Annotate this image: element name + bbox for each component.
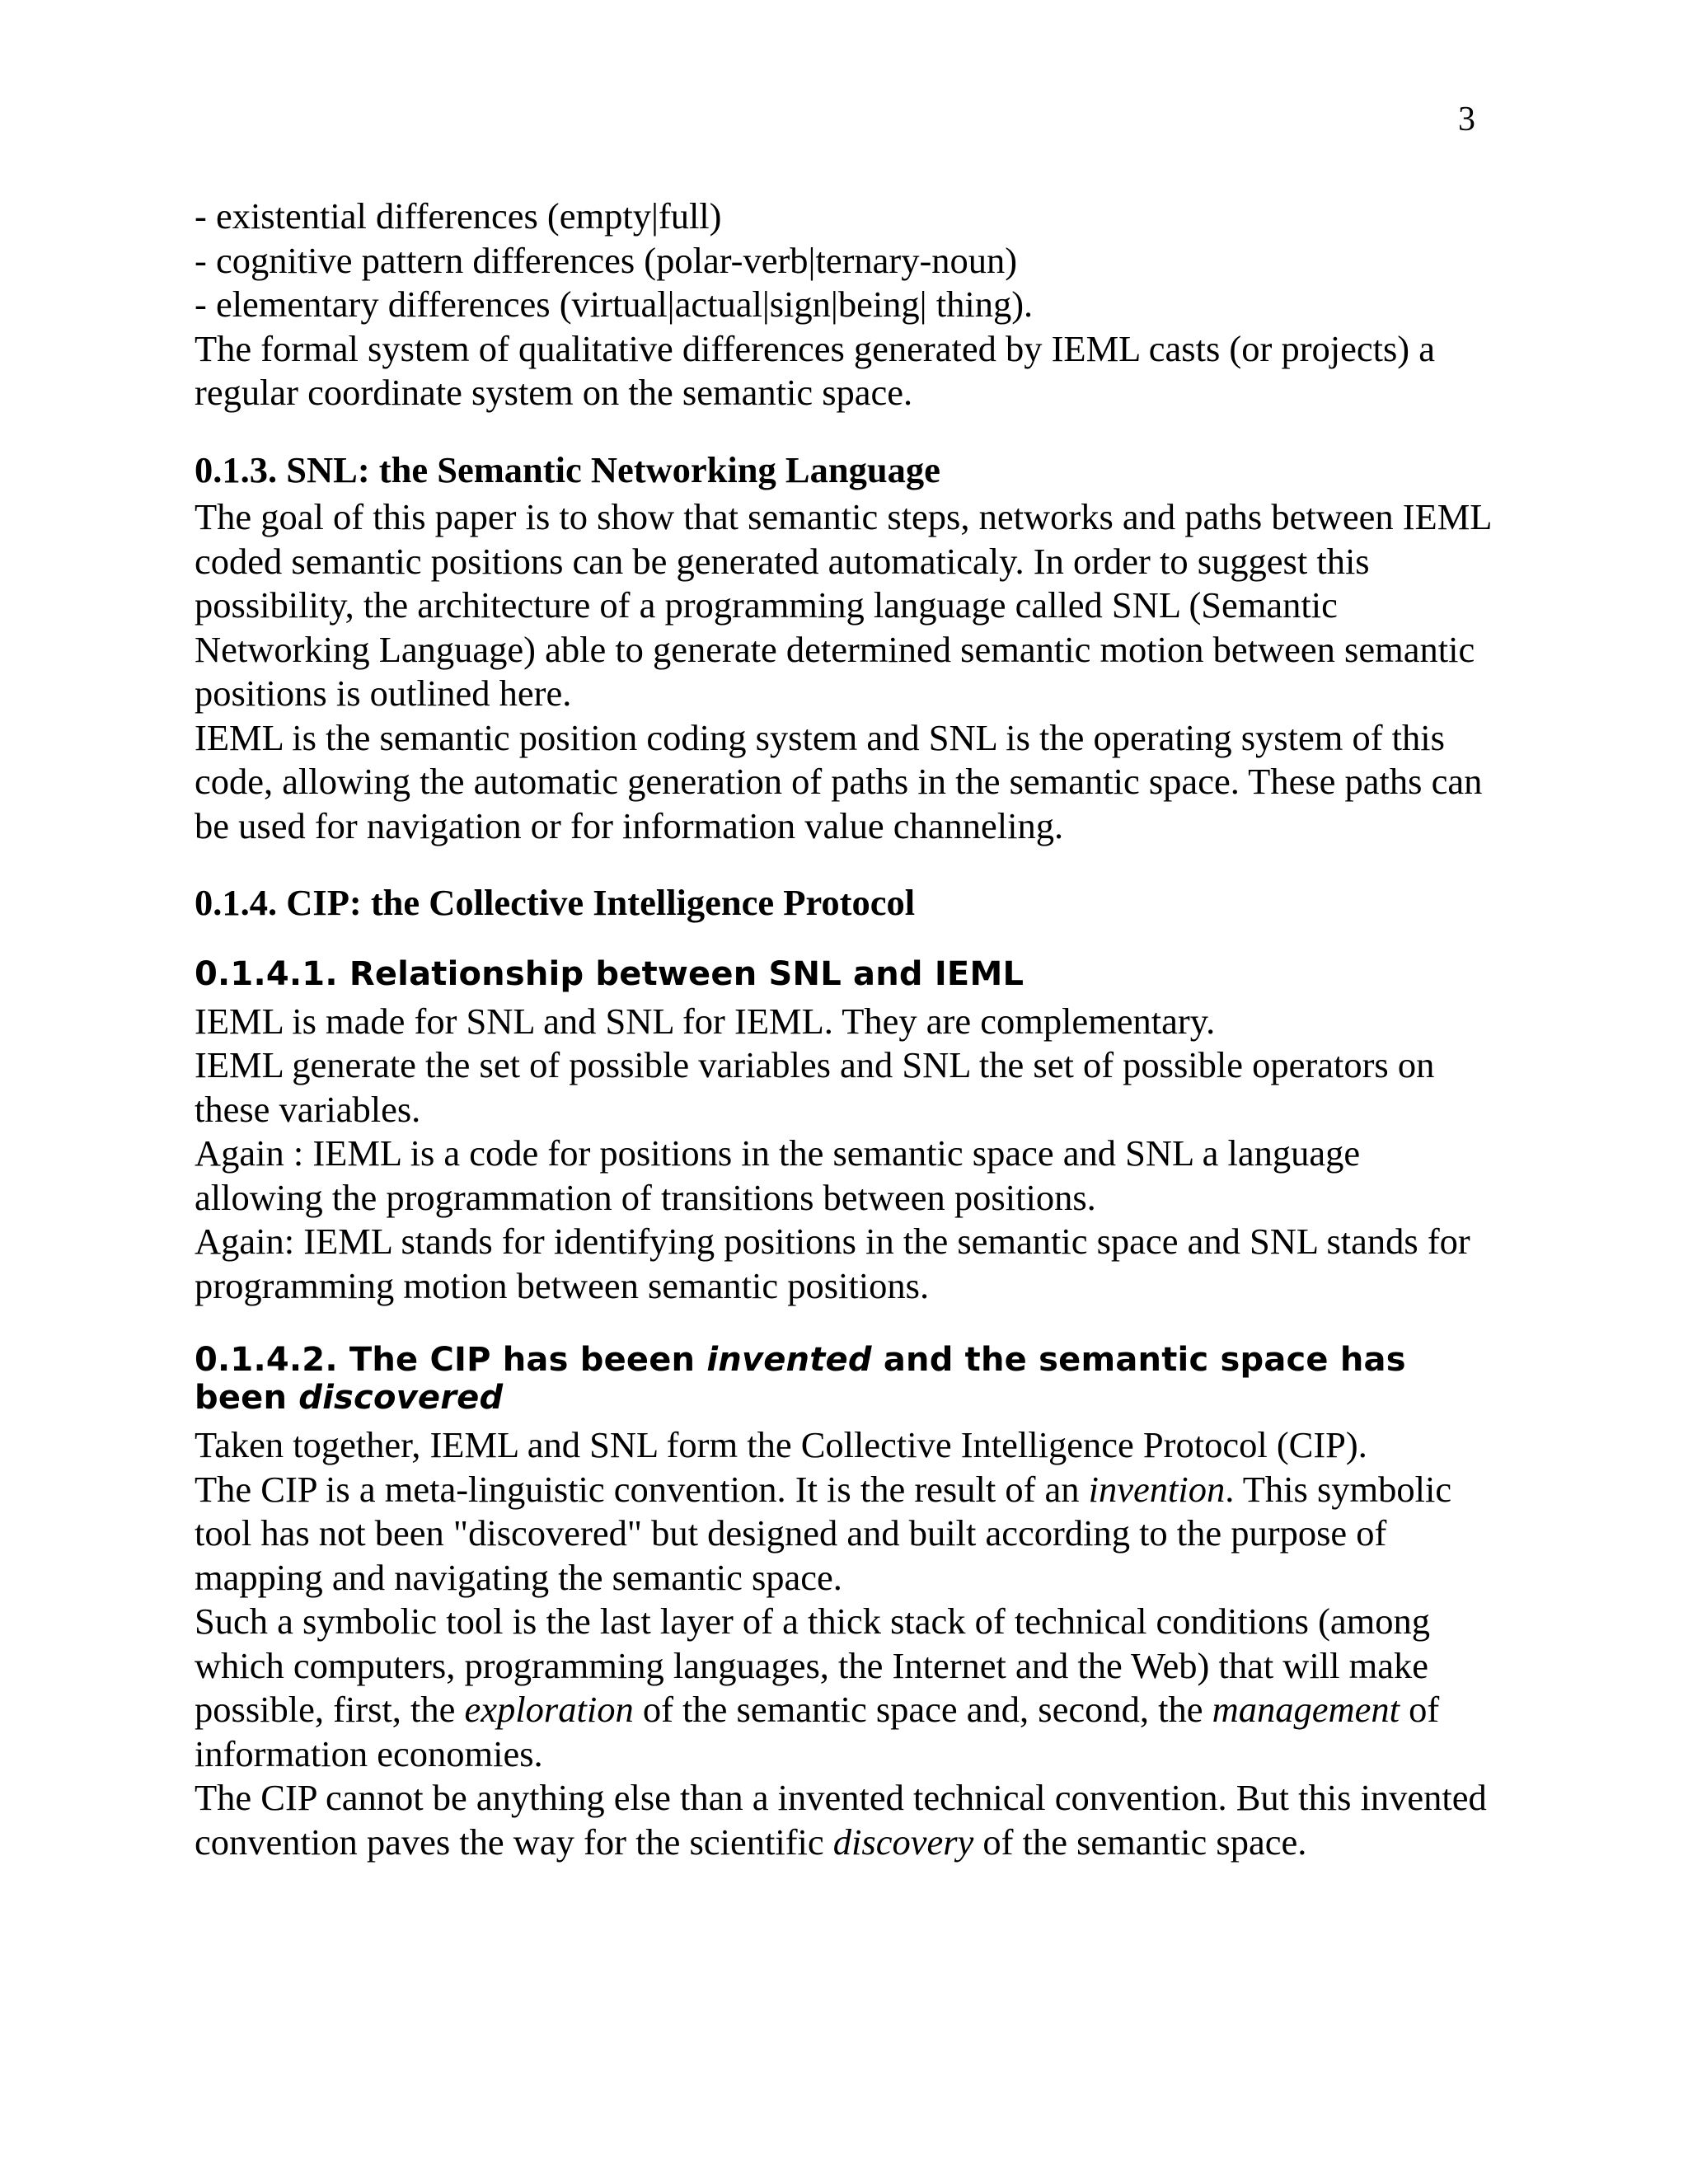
text-emphasis: discovery [832,1821,974,1863]
paragraph: Taken together, IEML and SNL form the Collective Intelligence Protocol (CIP). [195,1424,1367,1465]
text-run: . This symbolic tool has not been "discovered" but designed and built according to the purpose of mapping and navigating the semantic space. [195,1468,1452,1598]
text-run: The CIP cannot be anything else than a invented technical convention. But this invented convention paves the way for the scientific [195,1777,1487,1863]
paragraph [195,1468,1497,1601]
heading-text: 0.1.4.2. The CIP has beeen [195,1341,707,1379]
intro-line: - elementary differences (virtual|actual|sign|being| thing). [195,284,1034,325]
section-invented-body [195,1423,1497,1864]
intro-line: - cognitive pattern differences (polar-verb|ternary-noun) [195,239,1018,281]
heading-emphasis: invented [706,1341,872,1379]
paragraph: Again: IEML stands for identifying positions in the semantic space and SNL stands for programming motion between semantic positions. [195,1221,1470,1306]
heading-emphasis: discovered [298,1379,504,1417]
subsection-heading-relationship: 0.1.4.1. Relationship between SNL and IEML [195,954,1025,993]
paragraph: IEML generate the set of possible variables and SNL the set of possible operators on these variables. [195,1044,1435,1130]
text-emphasis: invention [1088,1468,1226,1510]
section-relationship-body [195,1000,1497,1309]
section-snl-body [195,495,1497,848]
section-heading-snl: 0.1.3. SNL: the Semantic Networking Language [195,448,940,490]
page-number: 3 [1458,101,1475,138]
paragraph: IEML is made for SNL and SNL for IEML. They are complementary. [195,1000,1216,1042]
paragraph: Again : IEML is a code for positions in the semantic space and SNL a language allowing the programmation of transitions between positions. [195,1132,1361,1218]
intro-line: - existential differences (empty|full) [195,195,722,237]
page-content [195,194,1497,1864]
section-heading-cip: 0.1.4. CIP: the Collective Intelligence Protocol [195,882,916,923]
paragraph [195,1600,1497,1776]
heading-text: and the semantic space has been [195,1341,1406,1417]
text-run: of the semantic space. [973,1821,1307,1863]
paragraph [195,1776,1497,1864]
subsection-heading-invented-discovered [195,1341,1497,1417]
intro-block [195,194,1497,415]
paragraph: IEML is the semantic position coding system and SNL is the operating system of this code, allowing the automatic generation of paths in the semantic space. These paths can be used for navigation or for information value channeling. [195,716,1483,846]
paragraph: The goal of this paper is to show that semantic steps, networks and paths between IEML coded semantic positions can be generated automaticaly. In order to suggest this possibility, the architecture of a programming language called SNL (Semantic Networking Language) able to generate determined semantic motion between semantic positions is outlined here. [195,496,1491,714]
text-run: The CIP is a meta-linguistic convention. It is the result of an [195,1468,1089,1510]
text-emphasis: management [1212,1689,1400,1730]
text-run: of the semantic space and, second, the [633,1689,1212,1730]
text-emphasis: exploration [464,1689,634,1730]
text-run: Such a symbolic tool is the last layer of a thick stack of technical conditions (among which computers, programming languages, the Internet and the Web) that will make possible, first, the [195,1601,1431,1730]
intro-paragraph: The formal system of qualitative differences generated by IEML casts (or projects) a regular coordinate system on the semantic space. [195,327,1436,413]
text-run: of information economies. [195,1689,1440,1774]
